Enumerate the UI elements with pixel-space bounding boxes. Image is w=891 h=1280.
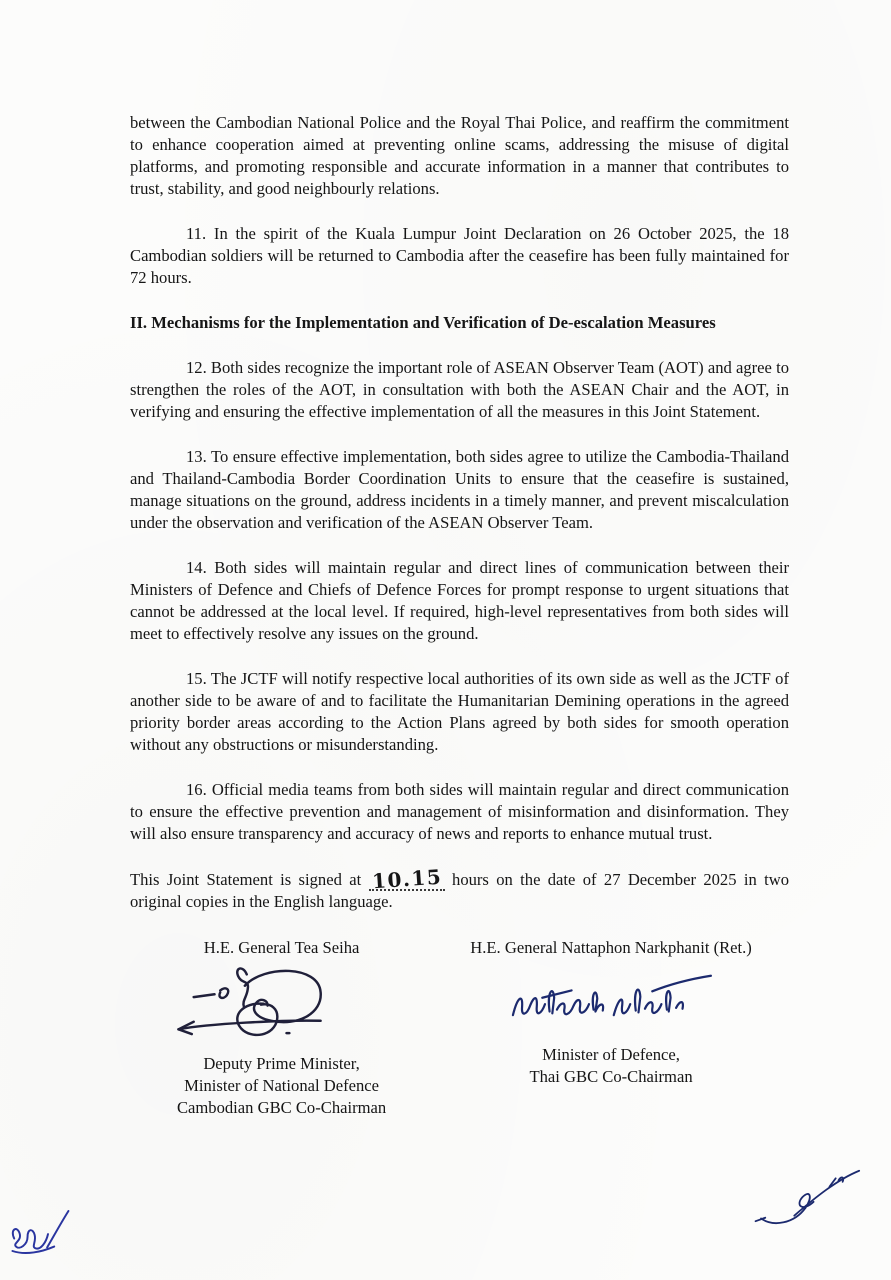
- signing-statement: [130, 864, 789, 913]
- title-right-2: Thai GBC Co-Chairman: [529, 1067, 693, 1086]
- signatory-name-right: H.E. General Nattaphon Narkphanit (Ret.): [470, 938, 752, 957]
- tea-seiha-signature: [160, 963, 360, 1053]
- paragraph-16: 16. Official media teams from both sides will maintain regular and direct communication to ensure the effective prevention and management of misinformation and disinformation. They will also ensure transparency and accuracy of news and reports to enhance mutual trust.: [130, 780, 789, 843]
- title-left-3: Cambodian GBC Co-Chairman: [176, 1098, 387, 1117]
- signatory-titles-left: [177, 1053, 386, 1119]
- section-heading: II. Mechanisms for the Implementation and Verification of De-escalation Measures: [130, 313, 716, 332]
- initials-mark-bottom-right: [727, 1159, 885, 1235]
- signatory-titles-right: [529, 1044, 692, 1088]
- signatory-cambodia: [130, 937, 433, 1119]
- paragraph-13: 13. To ensure effective implementation, both sides agree to utilize the Cambodia-Thailand and Thailand-Cambodia Border Coordination Units to ensure that the ceasefire is sustained, manage situations on the ground, address incidents in a timely manner, and prevent miscalculation under the observation and verification of the ASEAN Observer Team.: [130, 447, 789, 532]
- document-body: [130, 112, 789, 913]
- initials-mark-bottom-left: [8, 1194, 88, 1260]
- title-right-1: Minister of Defence,: [542, 1045, 680, 1064]
- title-left-1: Deputy Prime Minister,: [203, 1054, 360, 1073]
- signatory-thailand: [433, 937, 789, 1119]
- paragraph-14: 14. Both sides will maintain regular and direct lines of communication between their Ministers of Defence and Chiefs of Defence Forces for prompt response to urgent situations that cannot be addressed at the local level. If required, high-level representatives from both sides will meet to effectively resolve any issues on the ground.: [130, 558, 789, 643]
- narkphanit-signature: [501, 973, 721, 1028]
- signing-text-after: hours on the date of 27 December 2025 in two original copies in the English language.: [130, 870, 789, 911]
- paragraph-12: 12. Both sides recognize the important role of ASEAN Observer Team (AOT) and agree to strengthen the roles of the AOT, in consultation with both the ASEAN Chair and the AOT, in verifying and ensuring the effective implementation of all the measures in this Joint Statement.: [130, 358, 789, 421]
- signatory-name-left: H.E. General Tea Seiha: [203, 938, 360, 957]
- paragraph-10-continuation: between the Cambodian National Police and the Royal Thai Police, and reaffirm the commitment to enhance cooperation aimed at preventing online scams, addressing the misuse of digital platforms, and promoting responsible and accurate information in a manner that contributes to trust, stability, and good neighbourly relations.: [130, 113, 789, 198]
- handwritten-time-slot: [369, 864, 445, 894]
- paragraph-15: 15. The JCTF will notify respective local authorities of its own side as well as the JCTF of another side to be aware of and to facilitate the Humanitarian Demining operations in the agreed priority border areas according to the Action Plans agreed by both sides for smooth operation without any obstructions or misunderstanding.: [130, 669, 789, 754]
- signing-text-before: This Joint Statement is signed at: [130, 870, 362, 889]
- title-left-2: Minister of National Defence: [184, 1076, 380, 1095]
- paragraph-11: 11. In the spirit of the Kuala Lumpur Joint Declaration on 26 October 2025, the 18 Cambodian soldiers will be returned to Cambodia after the ceasefire has been fully maintained for 72 hours.: [130, 224, 789, 287]
- handwritten-time: 10.15: [370, 864, 443, 894]
- signature-block: [130, 937, 789, 1119]
